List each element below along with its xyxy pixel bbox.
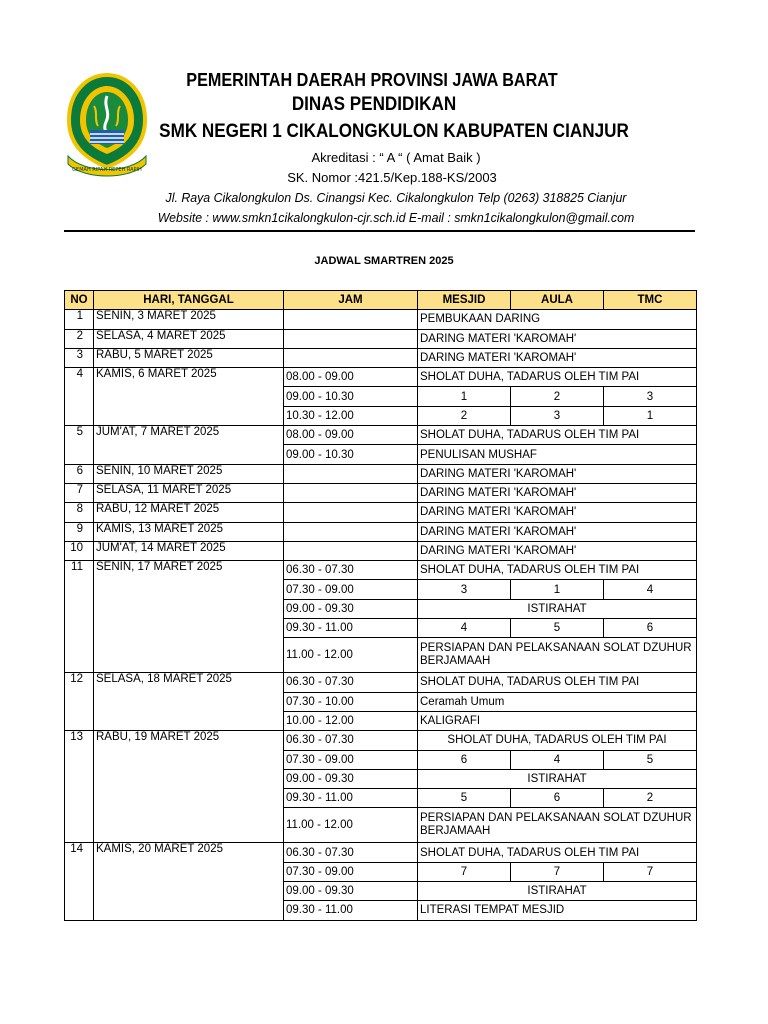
cell-day-date: SELASA, 11 MARET 2025 xyxy=(94,483,284,502)
table-row xyxy=(65,426,697,445)
cell-no: 4 xyxy=(65,368,94,426)
cell-activity: ISTIRAHAT xyxy=(418,599,697,618)
cell-time: 06.30 - 07.30 xyxy=(284,673,418,692)
table-row xyxy=(65,329,697,348)
cell-time: 06.30 - 07.30 xyxy=(284,561,418,580)
cell-time: 09.00 - 09.30 xyxy=(284,882,418,901)
cell-tmc: 6 xyxy=(604,619,697,638)
cell-time: 09.30 - 11.00 xyxy=(284,619,418,638)
cell-time: 11.00 - 12.00 xyxy=(284,808,418,843)
cell-activity: DARING MATERI 'KAROMAH' xyxy=(418,348,697,367)
cell-no: 6 xyxy=(65,464,94,483)
cell-activity: SHOLAT DUHA, TADARUS OLEH TIM PAI xyxy=(418,561,697,580)
table-row xyxy=(65,348,697,367)
cell-time: 07.30 - 09.00 xyxy=(284,750,418,769)
cell-aula: 3 xyxy=(511,406,604,425)
logo-motto: GEMAH RIPAH REPEH RAPIH xyxy=(72,167,142,173)
cell-time: 09.00 - 09.30 xyxy=(284,769,418,788)
column-header-aula: AULA xyxy=(511,291,604,310)
cell-no: 10 xyxy=(65,541,94,560)
cell-day-date: KAMIS, 6 MARET 2025 xyxy=(94,368,284,426)
cell-activity: DARING MATERI 'KAROMAH' xyxy=(418,522,697,541)
cell-time xyxy=(284,310,418,329)
cell-tmc: 4 xyxy=(604,580,697,599)
cell-mesjid: 1 xyxy=(418,387,511,406)
cell-mesjid: 6 xyxy=(418,750,511,769)
cell-time xyxy=(284,522,418,541)
cell-activity: PERSIAPAN DAN PELAKSANAAN SOLAT DZUHUR BERJAMAAH xyxy=(418,638,697,673)
cell-day-date: JUM'AT, 7 MARET 2025 xyxy=(94,426,284,465)
cell-tmc: 5 xyxy=(604,750,697,769)
cell-no: 5 xyxy=(65,426,94,465)
cell-no: 12 xyxy=(65,673,94,731)
table-row xyxy=(65,483,697,502)
cell-mesjid: 5 xyxy=(418,789,511,808)
cell-activity: SHOLAT DUHA, TADARUS OLEH TIM PAI xyxy=(418,843,697,862)
header-line-school: SMK NEGERI 1 CIKALONGKULON KABUPATEN CIANJUR xyxy=(159,121,629,142)
cell-aula: 7 xyxy=(511,862,604,881)
cell-activity: PERSIAPAN DAN PELAKSANAAN SOLAT DZUHUR BERJAMAAH xyxy=(418,808,697,843)
cell-mesjid: 4 xyxy=(418,619,511,638)
table-row xyxy=(65,310,697,329)
column-header-time: JAM xyxy=(284,291,418,310)
cell-no: 8 xyxy=(65,503,94,522)
cell-aula: 2 xyxy=(511,387,604,406)
cell-day-date: JUM'AT, 14 MARET 2025 xyxy=(94,541,284,560)
cell-time: 10.00 - 12.00 xyxy=(284,711,418,730)
cell-day-date: KAMIS, 20 MARET 2025 xyxy=(94,843,284,920)
cell-day-date: SENIN, 3 MARET 2025 xyxy=(94,310,284,329)
cell-activity: SHOLAT DUHA, TADARUS OLEH TIM PAI xyxy=(418,368,697,387)
cell-activity: ISTIRAHAT xyxy=(418,769,697,788)
cell-time: 08.00 - 09.00 xyxy=(284,368,418,387)
table-row xyxy=(65,464,697,483)
cell-day-date: SELASA, 18 MARET 2025 xyxy=(94,673,284,731)
cell-tmc: 1 xyxy=(604,406,697,425)
cell-mesjid: 3 xyxy=(418,580,511,599)
cell-time: 09.30 - 11.00 xyxy=(284,901,418,920)
cell-time: 07.30 - 09.00 xyxy=(284,580,418,599)
cell-day-date: RABU, 19 MARET 2025 xyxy=(94,731,284,843)
cell-time: 09.00 - 10.30 xyxy=(284,387,418,406)
cell-time: 09.00 - 09.30 xyxy=(284,599,418,618)
cell-activity: DARING MATERI 'KAROMAH' xyxy=(418,503,697,522)
header-address: Jl. Raya Cikalongkulon Ds. Cinangsi Kec. Cikalongkulon Telp (0263) 318825 Cianjur xyxy=(165,190,627,205)
cell-day-date: SENIN, 10 MARET 2025 xyxy=(94,464,284,483)
cell-activity: ISTIRAHAT xyxy=(418,882,697,901)
column-header-tmc: TMC xyxy=(604,291,697,310)
header-line-department: DINAS PENDIDIKAN xyxy=(291,94,457,115)
cell-activity: DARING MATERI 'KAROMAH' xyxy=(418,464,697,483)
cell-aula: 5 xyxy=(511,619,604,638)
table-row xyxy=(65,522,697,541)
document-title: JADWAL SMARTREN 2025 xyxy=(314,255,454,267)
column-header-day-date: HARI, TANGGAL xyxy=(94,291,284,310)
cell-activity: PENULISAN MUSHAF xyxy=(418,445,697,464)
table-row xyxy=(65,503,697,522)
cell-activity: DARING MATERI 'KAROMAH' xyxy=(418,541,697,560)
cell-activity: KALIGRAFI xyxy=(418,711,697,730)
cell-time: 10.30 - 12.00 xyxy=(284,406,418,425)
table-row xyxy=(65,561,697,580)
cell-time: 09.30 - 11.00 xyxy=(284,789,418,808)
cell-time: 11.00 - 12.00 xyxy=(284,638,418,673)
schedule-table xyxy=(64,290,697,921)
cell-tmc: 2 xyxy=(604,789,697,808)
cell-time xyxy=(284,503,418,522)
cell-no: 2 xyxy=(65,329,94,348)
cell-time: 09.00 - 10.30 xyxy=(284,445,418,464)
cell-no: 14 xyxy=(65,843,94,920)
table-row xyxy=(65,731,697,750)
cell-no: 11 xyxy=(65,561,94,673)
cell-time: 06.30 - 07.30 xyxy=(284,731,418,750)
cell-tmc: 3 xyxy=(604,387,697,406)
header-line-government: PEMERINTAH DAERAH PROVINSI JAWA BARAT xyxy=(186,70,558,90)
cell-activity: SHOLAT DUHA, TADARUS OLEH TIM PAI xyxy=(418,731,697,750)
cell-time: 07.30 - 09.00 xyxy=(284,862,418,881)
cell-activity: SHOLAT DUHA, TADARUS OLEH TIM PAI xyxy=(418,673,697,692)
cell-day-date: RABU, 5 MARET 2025 xyxy=(94,348,284,367)
cell-day-date: RABU, 12 MARET 2025 xyxy=(94,503,284,522)
cell-activity: DARING MATERI 'KAROMAH' xyxy=(418,329,697,348)
cell-no: 7 xyxy=(65,483,94,502)
cell-day-date: SENIN, 17 MARET 2025 xyxy=(94,561,284,673)
cell-mesjid: 7 xyxy=(418,862,511,881)
cell-activity: DARING MATERI 'KAROMAH' xyxy=(418,483,697,502)
header-sk-number: SK. Nomor :421.5/Kep.188-KS/2003 xyxy=(287,170,497,185)
header-website-email: Website : www.smkn1cikalongkulon-cjr.sch.id E-mail : smkn1cikalongkulon@gmail.com xyxy=(157,210,635,225)
cell-time: 06.30 - 07.30 xyxy=(284,843,418,862)
cell-day-date: KAMIS, 13 MARET 2025 xyxy=(94,522,284,541)
table-row xyxy=(65,368,697,387)
cell-no: 1 xyxy=(65,310,94,329)
cell-day-date: SELASA, 4 MARET 2025 xyxy=(94,329,284,348)
header-accreditation: Akreditasi : “ A “ ( Amat Baik ) xyxy=(311,150,481,165)
cell-time xyxy=(284,483,418,502)
cell-no: 3 xyxy=(65,348,94,367)
column-header-no: NO xyxy=(65,291,94,310)
cell-mesjid: 2 xyxy=(418,406,511,425)
cell-no: 13 xyxy=(65,731,94,843)
table-header-row xyxy=(65,291,697,310)
table-row xyxy=(65,541,697,560)
cell-activity: SHOLAT DUHA, TADARUS OLEH TIM PAI xyxy=(418,426,697,445)
cell-time: 07.30 - 10.00 xyxy=(284,692,418,711)
header-divider xyxy=(64,230,695,232)
cell-time: 08.00 - 09.00 xyxy=(284,426,418,445)
cell-aula: 6 xyxy=(511,789,604,808)
cell-tmc: 7 xyxy=(604,862,697,881)
cell-time xyxy=(284,348,418,367)
cell-time xyxy=(284,541,418,560)
column-header-mesjid: MESJID xyxy=(418,291,511,310)
table-row xyxy=(65,843,697,862)
cell-aula: 4 xyxy=(511,750,604,769)
cell-time xyxy=(284,329,418,348)
cell-activity: LITERASI TEMPAT MESJID xyxy=(418,901,697,920)
cell-activity: PEMBUKAAN DARING xyxy=(418,310,697,329)
cell-no: 9 xyxy=(65,522,94,541)
cell-aula: 1 xyxy=(511,580,604,599)
table-row xyxy=(65,673,697,692)
cell-activity: Ceramah Umum xyxy=(418,692,697,711)
cell-time xyxy=(284,464,418,483)
